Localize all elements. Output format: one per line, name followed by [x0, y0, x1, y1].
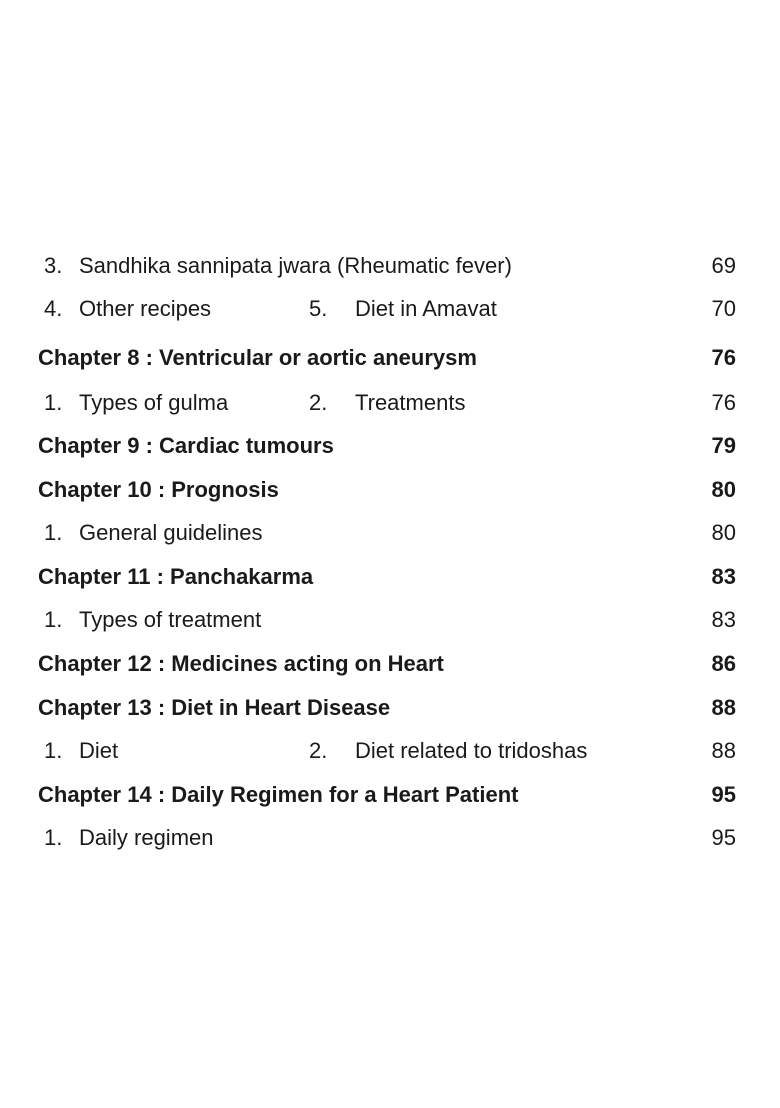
item-number: 1. — [44, 390, 63, 415]
page-number: 95 — [711, 825, 736, 850]
item-title: Daily regimen — [79, 825, 214, 850]
toc-chapter-row — [0, 649, 780, 679]
toc-item-row — [0, 823, 780, 853]
item-title: Diet related to tridoshas — [355, 738, 588, 763]
item-number: 1. — [44, 738, 63, 763]
chapter-title: Chapter 13 : Diet in Heart Disease — [38, 695, 391, 720]
chapter-title: Chapter 10 : Prognosis — [38, 477, 279, 502]
item-title: General guidelines — [79, 520, 263, 545]
item-number: 1. — [44, 520, 63, 545]
page-number: 83 — [711, 607, 736, 632]
page-number: 76 — [711, 390, 736, 415]
toc-chapter-row — [0, 780, 780, 810]
chapter-title: Chapter 8 : Ventricular or aortic aneurysm — [38, 345, 477, 370]
chapter-title: Chapter 14 : Daily Regimen for a Heart Patient — [38, 782, 519, 807]
page-number: 80 — [711, 477, 736, 502]
item-title: Other recipes — [79, 296, 212, 321]
item-title: Sandhika sannipata jwara (Rheumatic fever) — [79, 253, 512, 278]
chapter-title: Chapter 9 : Cardiac tumours — [38, 433, 334, 458]
page-number: 69 — [711, 253, 736, 278]
toc-chapter-row — [0, 693, 780, 723]
page-number: 80 — [711, 520, 736, 545]
item-number: 1. — [44, 825, 63, 850]
page-number: 79 — [711, 433, 736, 458]
chapter-title: Chapter 11 : Panchakarma — [38, 564, 314, 589]
item-number: 5. — [309, 296, 328, 321]
toc-item-row — [0, 736, 780, 766]
toc-item-row — [0, 251, 780, 281]
page-number: 95 — [711, 782, 736, 807]
toc-item-row — [0, 388, 780, 418]
item-number: 3. — [44, 253, 63, 278]
item-number: 2. — [309, 738, 328, 763]
item-number: 2. — [309, 390, 328, 415]
page-number: 70 — [711, 296, 736, 321]
toc-item-row — [0, 518, 780, 548]
page-number: 88 — [711, 695, 736, 720]
chapter-title: Chapter 12 : Medicines acting on Heart — [38, 651, 444, 676]
toc-chapter-row — [0, 475, 780, 505]
page-number: 88 — [711, 738, 736, 763]
item-number: 4. — [44, 296, 63, 321]
toc-item-row — [0, 605, 780, 635]
item-title: Types of treatment — [79, 607, 262, 632]
item-number: 1. — [44, 607, 63, 632]
page-number: 83 — [711, 564, 736, 589]
toc-chapter-row — [0, 343, 780, 373]
toc-chapter-row — [0, 431, 780, 461]
item-title: Treatments — [355, 390, 466, 415]
item-title: Types of gulma — [79, 390, 229, 415]
toc-chapter-row — [0, 562, 780, 592]
item-title: Diet — [79, 738, 119, 763]
item-title: Diet in Amavat — [355, 296, 497, 321]
page-number: 76 — [711, 345, 736, 370]
toc-item-row — [0, 294, 780, 324]
page-number: 86 — [711, 651, 736, 676]
